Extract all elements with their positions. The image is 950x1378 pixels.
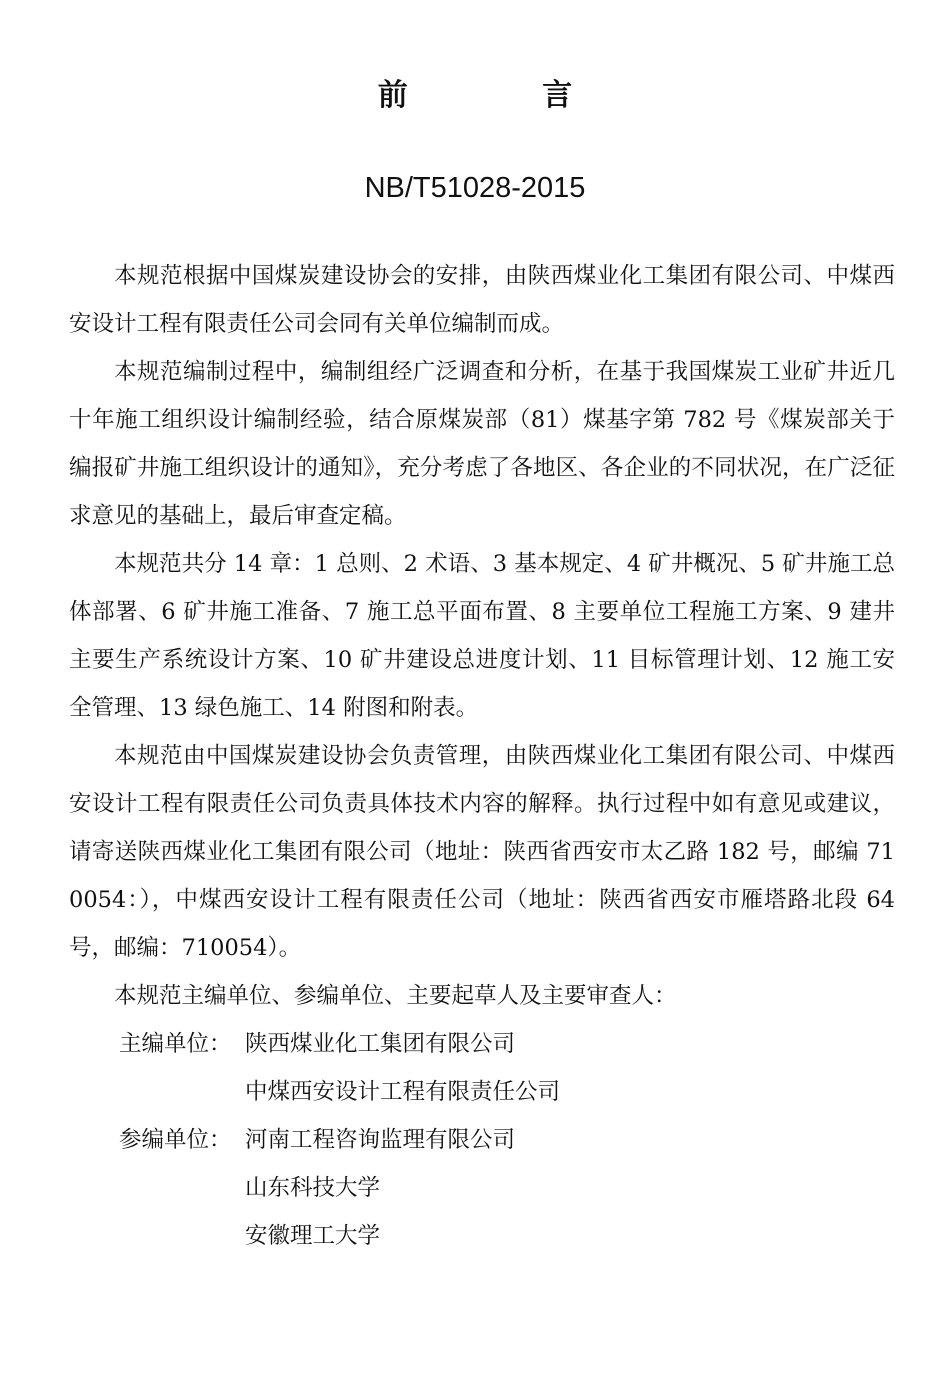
participating-unit-line [69, 1164, 895, 1212]
participating-unit-item: 山东科技大学 [245, 1175, 381, 1201]
chief-units [69, 1020, 895, 1116]
paragraph-process: 本规范编制过程中，编制组经广泛调查和分析，在基于我国煤炭工业矿井近几十年施工组织设计编制经验，结合原煤炭部（81）煤基字第 782 号《煤炭部关于编报矿井施工组织设计的通知》，充分考虑了各地区、各企业的不同状况，在广泛征求意见的基础上，最后审查定稿。 [69, 359, 895, 529]
page-title: 前 言 [377, 78, 635, 113]
unit-label-spacer [69, 1212, 245, 1260]
chief-unit-item: 陕西煤业化工集团有限公司 [245, 1031, 516, 1057]
paragraph-management: 本规范由中国煤炭建设协会负责管理，由陕西煤业化工集团有限公司、中煤西安设计工程有限责任公司负责具体技术内容的解释。执行过程中如有意见或建议，请寄送陕西煤业化工集团有限公司（地址：陕西省西安市太乙路 182 号，邮编 710054：），中煤西安设计工程有限责任公司（地址：陕西省西安市雁塔路北段 64 号，邮编：710054）。 [69, 743, 895, 961]
paragraph-chapters: 本规范共分 14 章：1 总则、2 术语、3 基本规定、4 矿井概况、5 矿井施工总体部署、6 矿井施工准备、7 施工总平面布置、8 主要单位工程施工方案、9 建井主要生产系统设计方案、10 矿井建设总进度计划、11 目标管理计划、12 施工安全管理、13 绿色施工、14 附图和附表。 [69, 551, 895, 721]
chief-unit-item: 中煤西安设计工程有限责任公司 [245, 1079, 561, 1105]
chief-unit-line [69, 1020, 895, 1068]
participating-unit-line [69, 1212, 895, 1260]
preface-body [69, 252, 895, 1260]
paragraph-compilation: 本规范根据中国煤炭建设协会的安排，由陕西煤业化工集团有限公司、中煤西安设计工程有限责任公司会同有关单位编制而成。 [69, 263, 895, 337]
participating-unit-item: 安徽理工大学 [245, 1223, 381, 1249]
standard-code: NB/T51028-2015 [364, 172, 586, 204]
unit-label-spacer [69, 1164, 245, 1212]
participating-units-label: 参编单位： [119, 1127, 232, 1153]
chief-units-label: 主编单位： [119, 1031, 232, 1057]
unit-label-spacer [69, 1068, 245, 1116]
participating-unit-item: 河南工程咨询监理有限公司 [245, 1127, 516, 1153]
chief-unit-line [69, 1068, 895, 1116]
participating-units [69, 1116, 895, 1260]
participating-unit-line [69, 1116, 895, 1164]
paragraph-units-intro: 本规范主编单位、参编单位、主要起草人及主要审查人： [114, 983, 677, 1009]
